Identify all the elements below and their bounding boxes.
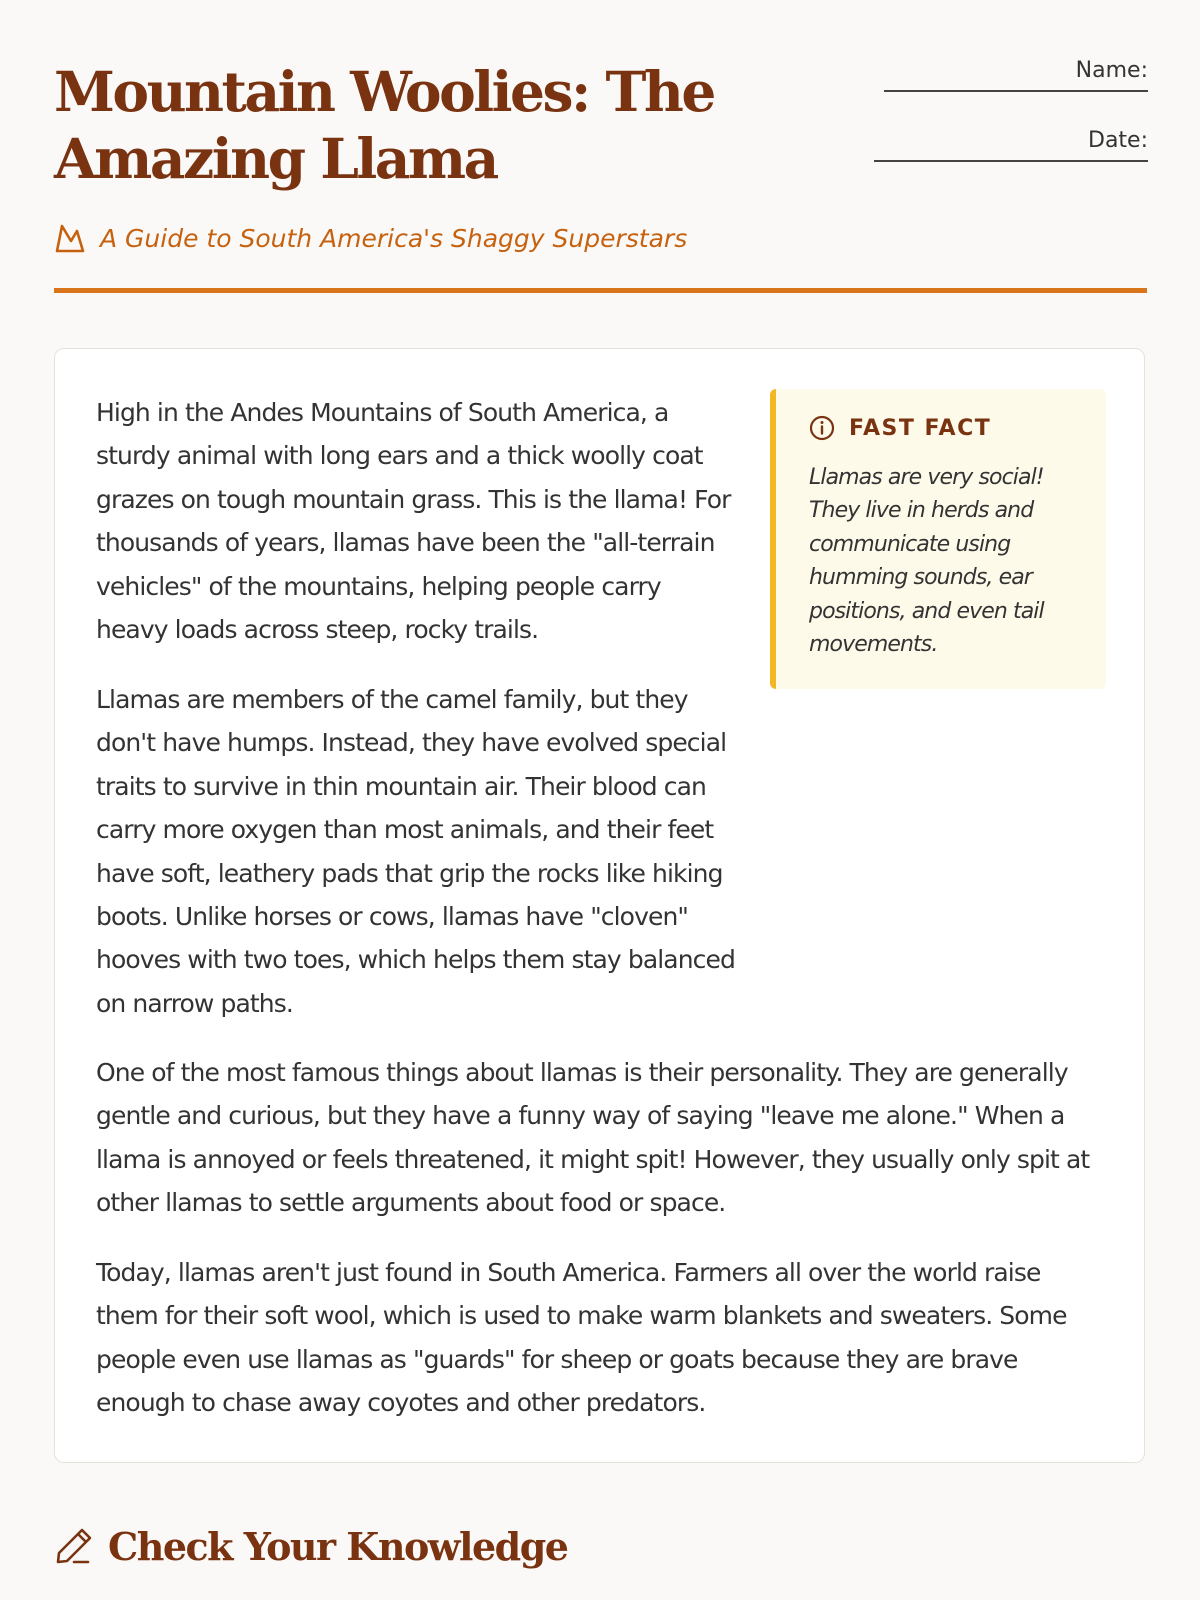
- mountain-icon: [54, 223, 86, 253]
- check-knowledge-heading: [54, 1520, 567, 1572]
- fast-fact-heading: FAST FACT: [849, 415, 992, 441]
- fast-fact-text: Llamas are very social! They live in herds and communicate using humming sounds, ear positions, and even tail movements.: [809, 465, 1044, 658]
- fast-fact-header: [809, 415, 991, 441]
- student-info: [874, 56, 1148, 196]
- article-paragraph: Llamas are members of the camel family, but they don't have humps. Instead, they have evolved special traits to survive in thin mountain air. Their blood can carry more oxygen than most animals, and their feet have soft, leathery pads that grip the rocks like hiking boots. Unlike horses or cows, llamas have "cloven" hooves with two toes, which helps them stay balanced on narrow paths.: [96, 685, 735, 1018]
- name-label: Name:: [1075, 58, 1148, 83]
- name-line[interactable]: [884, 86, 1148, 92]
- subtitle-text: A Guide to South America's Shaggy Superstars: [100, 223, 688, 253]
- article-card: [54, 348, 1145, 1463]
- article-paragraph: High in the Andes Mountains of South America, a sturdy animal with long ears and a thick woolly coat grazes on tough mountain grass. This is the llama! For thousands of years, llamas have been the "all-terrain vehicles" of the mountains, helping people carry heavy loads across steep, rocky trails.: [96, 398, 731, 645]
- date-line[interactable]: [874, 156, 1148, 162]
- info-icon: [809, 415, 835, 441]
- header-divider: [54, 288, 1147, 293]
- date-label: Date:: [1088, 128, 1148, 153]
- subtitle: [54, 220, 687, 256]
- article-paragraph: One of the most famous things about llamas is their personality. They are generally gentle and curious, but they have a funny way of saying "leave me alone." When a llama is annoyed or feels threatened, it might spit! However, they usually only spit at other llamas to settle arguments about food or space.: [96, 1058, 1090, 1218]
- article-paragraph: Today, llamas aren't just found in South America. Farmers all over the world raise them for their soft wool, which is used to make warm blankets and sweaters. Some people even use llamas as "guards" for sheep or goats because they are brave enough to chase away coyotes and other predators.: [96, 1258, 1067, 1418]
- fast-fact-box: [770, 389, 1106, 689]
- check-knowledge-text: Check Your Knowledge: [108, 1523, 568, 1569]
- pencil-icon: [54, 1526, 94, 1566]
- page-title: Mountain Woolies: The Amazing Llama: [54, 59, 714, 191]
